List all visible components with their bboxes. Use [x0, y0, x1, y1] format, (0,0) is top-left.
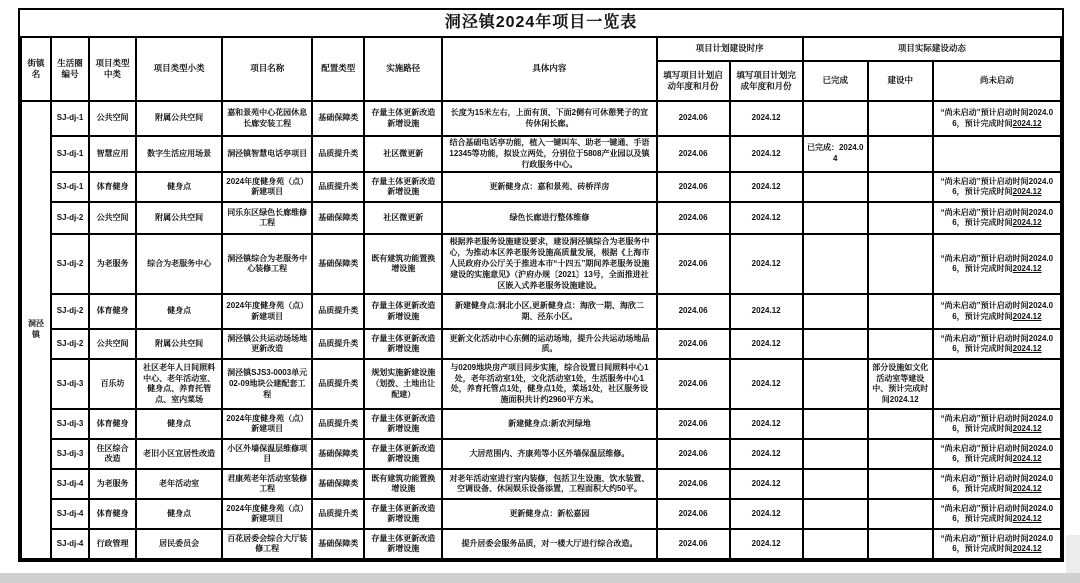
table-row	[21, 234, 1061, 294]
notstarted-finish-date: 2024.12	[1012, 544, 1042, 554]
status-done-cell	[803, 294, 868, 329]
notstarted-finish-date: 2024.12	[1012, 311, 1042, 321]
plan-start-cell: 2024.06	[657, 469, 730, 499]
project-name-cell: 2024年度健身苑（点）新建项目	[222, 294, 312, 329]
status-done-cell	[803, 529, 868, 559]
config-type-cell: 基础保障类	[312, 202, 364, 234]
header-plan-end: 填写项目计划完成年度和月份	[730, 61, 803, 101]
circle-code-cell: SJ-dj-2	[51, 329, 89, 359]
status-building-cell	[868, 234, 933, 294]
status-notstarted-cell: “尚未启动”预计启动时间2024.06，预计完成时间2024.12	[933, 202, 1061, 234]
project-name-cell: 洞泾镇智慧电话亭项目	[222, 136, 312, 172]
header-town: 街镇名	[21, 37, 51, 101]
circle-code-cell: SJ-dj-4	[51, 469, 89, 499]
notstarted-finish-date: 2024.12	[1012, 454, 1042, 464]
status-done-cell	[803, 359, 868, 409]
config-type-cell: 基础保障类	[312, 101, 364, 136]
status-building-cell	[868, 294, 933, 329]
plan-end-cell: 2024.12	[730, 172, 803, 202]
header-project-name: 项目名称	[222, 37, 312, 101]
status-done-cell	[803, 234, 868, 294]
plan-start-cell: 2024.06	[657, 294, 730, 329]
circle-code-cell: SJ-dj-1	[51, 136, 89, 172]
status-building-cell	[868, 172, 933, 202]
impl-path-cell: 既有建筑功能置换增设施	[364, 234, 442, 294]
type-mid-cell: 公共空间	[89, 202, 136, 234]
project-name-cell: 2024年度健身苑（点）新建项目	[222, 499, 312, 529]
table-row	[21, 469, 1061, 499]
header-impl-path: 实施路径	[364, 37, 442, 101]
project-name-cell: 小区外墙保温层维修项目	[222, 439, 312, 469]
type-mid-cell: 公共空间	[89, 101, 136, 136]
project-name-cell: 百花居委会综合大厅装修工程	[222, 529, 312, 559]
type-sub-cell: 社区老年人日间照料中心、老年活动室、健身点、养育托管点、室内菜场	[136, 359, 222, 409]
type-mid-cell: 智慧应用	[89, 136, 136, 172]
header-status-notstarted: 尚未启动	[933, 61, 1061, 101]
details-cell: 更新健身点：嘉和景苑、砖桥洋房	[442, 172, 656, 202]
table-row	[21, 359, 1061, 409]
plan-end-cell: 2024.12	[730, 499, 803, 529]
circle-code-cell: SJ-dj-4	[51, 499, 89, 529]
details-cell: 大居范围内、齐康苑等小区外墙保温层维修。	[442, 439, 656, 469]
status-done-cell	[803, 202, 868, 234]
status-building-cell	[868, 136, 933, 172]
status-notstarted-cell: “尚未启动”预计启动时间2024.06，预计完成时间2024.12	[933, 101, 1061, 136]
header-plan-start: 填写项目计划启动年度和月份	[657, 61, 730, 101]
table-row	[21, 172, 1061, 202]
type-mid-cell: 体育健身	[89, 172, 136, 202]
plan-end-cell: 2024.12	[730, 439, 803, 469]
details-cell: 与0209地块房产项目同步实施，综合设置日间照料中心1处，老年活动室1处，文化活动室1处，生活服务中心1处，养育托管点1处，健身点1处，菜场1处，社区服务设施面积共计约2960平方米。	[442, 359, 656, 409]
plan-end-cell: 2024.12	[730, 294, 803, 329]
type-sub-cell: 居民委员会	[136, 529, 222, 559]
plan-end-cell: 2024.12	[730, 469, 803, 499]
plan-end-cell: 2024.12	[730, 409, 803, 439]
table-row	[21, 136, 1061, 172]
details-cell: 提升居委会服务品质，对一楼大厅进行综合改造。	[442, 529, 656, 559]
town-name-cell: 洞泾镇	[21, 101, 51, 559]
config-type-cell: 基础保障类	[312, 439, 364, 469]
projects-table	[20, 36, 1062, 560]
plan-start-cell: 2024.06	[657, 529, 730, 559]
status-notstarted-cell	[933, 136, 1061, 172]
table-row	[21, 439, 1061, 469]
plan-end-cell: 2024.12	[730, 101, 803, 136]
type-sub-cell: 健身点	[136, 499, 222, 529]
table-row	[21, 329, 1061, 359]
table-row	[21, 202, 1061, 234]
type-sub-cell: 健身点	[136, 409, 222, 439]
table-row	[21, 529, 1061, 559]
status-building-cell	[868, 101, 933, 136]
status-notstarted-cell: “尚未启动”预计启动时间2024.06，预计完成时间2024.12	[933, 529, 1061, 559]
status-notstarted-cell: “尚未启动”预计启动时间2024.06，预计完成时间2024.12	[933, 329, 1061, 359]
plan-end-cell: 2024.12	[730, 136, 803, 172]
notstarted-finish-date: 2024.12	[1012, 218, 1042, 228]
plan-start-cell: 2024.06	[657, 359, 730, 409]
plan-start-cell: 2024.06	[657, 329, 730, 359]
page-right-edge	[1066, 535, 1080, 575]
status-notstarted-cell: “尚未启动”预计启动时间2024.06，预计完成时间2024.12	[933, 469, 1061, 499]
type-sub-cell: 综合为老服务中心	[136, 234, 222, 294]
project-name-cell: 嘉和景苑中心花园休息长廊安装工程	[222, 101, 312, 136]
type-mid-cell: 百乐坊	[89, 359, 136, 409]
impl-path-cell: 存量主体更新改造新增设施	[364, 294, 442, 329]
type-sub-cell: 附属公共空间	[136, 329, 222, 359]
impl-path-cell: 存量主体更新改造新增设施	[364, 172, 442, 202]
status-notstarted-cell: “尚未启动”预计启动时间2024.06，预计完成时间2024.12	[933, 409, 1061, 439]
table-body	[21, 101, 1061, 559]
status-notstarted-cell: “尚未启动”预计启动时间2024.06，预计完成时间2024.12	[933, 234, 1061, 294]
page-title: 洞泾镇2024年项目一览表	[444, 14, 638, 31]
status-done-cell	[803, 172, 868, 202]
header-status-group: 项目实际建设动态	[803, 37, 1061, 61]
type-mid-cell: 为老服务	[89, 234, 136, 294]
notstarted-finish-date: 2024.12	[1012, 424, 1042, 434]
status-building-cell	[868, 529, 933, 559]
circle-code-cell: SJ-dj-3	[51, 359, 89, 409]
circle-code-cell: SJ-dj-1	[51, 101, 89, 136]
impl-path-cell: 社区微更新	[364, 136, 442, 172]
details-cell: 更新文化活动中心东侧的运动场地，提升公共运动场地品质。	[442, 329, 656, 359]
status-building-cell	[868, 409, 933, 439]
status-done-cell	[803, 439, 868, 469]
plan-end-cell: 2024.12	[730, 529, 803, 559]
project-name-cell: 洞泾镇公共运动场场地更新改造	[222, 329, 312, 359]
details-cell: 长度为15米左右，上面有顶、下面2侧有可休憩凳子的宣传休闲长廊。	[442, 101, 656, 136]
table-row	[21, 409, 1061, 439]
impl-path-cell: 既有建筑功能置换增设施	[364, 469, 442, 499]
status-done-cell	[803, 409, 868, 439]
config-type-cell: 基础保障类	[312, 529, 364, 559]
notstarted-finish-date: 2024.12	[1012, 514, 1042, 524]
config-type-cell: 品质提升类	[312, 499, 364, 529]
status-building-cell: 部分设施如文化活动室等建设中、预计完成时间2024.12	[868, 359, 933, 409]
config-type-cell: 品质提升类	[312, 359, 364, 409]
status-notstarted-cell: “尚未启动”预计启动时间2024.06，预计完成时间2024.12	[933, 499, 1061, 529]
table-row	[21, 294, 1061, 329]
circle-code-cell: SJ-dj-2	[51, 294, 89, 329]
details-cell: 绿色长廊进行整体维修	[442, 202, 656, 234]
config-type-cell: 品质提升类	[312, 294, 364, 329]
page-bottom-edge	[0, 573, 1080, 583]
notstarted-finish-date: 2024.12	[1012, 187, 1042, 197]
header-type-mid: 项目类型中类	[89, 37, 136, 101]
header-type-sub: 项目类型小类	[136, 37, 222, 101]
impl-path-cell: 存量主体更新改造新增设施	[364, 329, 442, 359]
plan-start-cell: 2024.06	[657, 172, 730, 202]
config-type-cell: 基础保障类	[312, 234, 364, 294]
details-cell: 根据养老服务设施建设要求，建设洞泾镇综合为老服务中心，为推动本区养老服务设施高质量发展，根据《上海市人民政府办公厅关于推进本市“十四五”期间养老服务设施建设的实施意见》（沪府办规〔2021〕13号，全面推进社区嵌入式养老服务设施建设。	[442, 234, 656, 294]
document-frame	[18, 8, 1064, 562]
plan-start-cell: 2024.06	[657, 409, 730, 439]
plan-start-cell: 2024.06	[657, 136, 730, 172]
project-name-cell: 君康苑老年活动室装修工程	[222, 469, 312, 499]
status-building-cell	[868, 202, 933, 234]
header-status-done: 已完成	[803, 61, 868, 101]
impl-path-cell: 社区微更新	[364, 202, 442, 234]
circle-code-cell: SJ-dj-2	[51, 202, 89, 234]
circle-code-cell: SJ-dj-3	[51, 439, 89, 469]
status-building-cell	[868, 499, 933, 529]
config-type-cell: 品质提升类	[312, 409, 364, 439]
plan-start-cell: 2024.06	[657, 101, 730, 136]
notstarted-finish-date: 2024.12	[1012, 118, 1042, 128]
table-row	[21, 499, 1061, 529]
notstarted-finish-date: 2024.12	[1012, 344, 1042, 354]
type-sub-cell: 附属公共空间	[136, 101, 222, 136]
config-type-cell: 品质提升类	[312, 329, 364, 359]
circle-code-cell: SJ-dj-1	[51, 172, 89, 202]
header-plan-group: 项目计划建设时序	[657, 37, 803, 61]
project-name-cell: 同乐东区绿色长廊维修工程	[222, 202, 312, 234]
type-mid-cell: 公共空间	[89, 329, 136, 359]
type-mid-cell: 体育健身	[89, 294, 136, 329]
status-building-cell	[868, 329, 933, 359]
details-cell: 新建健身点:洞北小区,更新健身点：海欣一期、海欣二期、泾东小区。	[442, 294, 656, 329]
circle-code-cell: SJ-dj-4	[51, 529, 89, 559]
status-building-cell	[868, 439, 933, 469]
project-name-cell: 洞泾镇SJS3-0003单元02-09地块公建配套工程	[222, 359, 312, 409]
project-name-cell: 2024年度健身苑（点）新建项目	[222, 172, 312, 202]
plan-start-cell: 2024.06	[657, 439, 730, 469]
status-notstarted-cell: “尚未启动”预计启动时间2024.06，预计完成时间2024.12	[933, 294, 1061, 329]
status-notstarted-cell: “尚未启动”预计启动时间2024.06，预计完成时间2024.12	[933, 172, 1061, 202]
impl-path-cell: 存量主体更新改造新增设施	[364, 529, 442, 559]
project-name-cell: 2024年度健身苑（点）新建项目	[222, 409, 312, 439]
project-name-cell: 洞泾镇综合为老服务中心装修工程	[222, 234, 312, 294]
notstarted-finish-date: 2024.12	[1012, 264, 1042, 274]
type-sub-cell: 附属公共空间	[136, 202, 222, 234]
type-sub-cell: 老旧小区宜居性改造	[136, 439, 222, 469]
plan-start-cell: 2024.06	[657, 499, 730, 529]
table-header	[21, 37, 1061, 101]
type-mid-cell: 为老服务	[89, 469, 136, 499]
config-type-cell: 品质提升类	[312, 172, 364, 202]
plan-end-cell: 2024.12	[730, 202, 803, 234]
header-status-building: 建设中	[868, 61, 933, 101]
plan-start-cell: 2024.06	[657, 234, 730, 294]
header-config-type: 配置类型	[312, 37, 364, 101]
type-sub-cell: 健身点	[136, 294, 222, 329]
type-sub-cell: 数字生活应用场景	[136, 136, 222, 172]
type-mid-cell: 体育健身	[89, 499, 136, 529]
status-building-cell	[868, 469, 933, 499]
status-done-cell	[803, 329, 868, 359]
status-done-cell: 已完成：2024.04	[803, 136, 868, 172]
details-cell: 新建健身点:新农河绿地	[442, 409, 656, 439]
plan-end-cell: 2024.12	[730, 329, 803, 359]
config-type-cell: 基础保障类	[312, 469, 364, 499]
header-circle-code: 生活圈编号	[51, 37, 89, 101]
status-notstarted-cell	[933, 359, 1061, 409]
plan-start-cell: 2024.06	[657, 202, 730, 234]
details-cell: 对老年活动室进行室内装修，包括卫生设施、饮水装置、空调设备、休闲娱乐设备添置，工程面积大约50平。	[442, 469, 656, 499]
impl-path-cell: 存量主体更新改造新增设施	[364, 439, 442, 469]
plan-end-cell: 2024.12	[730, 234, 803, 294]
type-sub-cell: 健身点	[136, 172, 222, 202]
notstarted-finish-date: 2024.12	[1012, 484, 1042, 494]
config-type-cell: 品质提升类	[312, 136, 364, 172]
impl-path-cell: 规划实施新建设施（划拨、土地出让配建）	[364, 359, 442, 409]
impl-path-cell: 存量主体更新改造新增设施	[364, 409, 442, 439]
status-notstarted-cell: “尚未启动”预计启动时间2024.06，预计完成时间2024.12	[933, 439, 1061, 469]
type-mid-cell: 行政管理	[89, 529, 136, 559]
table-row	[21, 101, 1061, 136]
impl-path-cell: 存量主体更新改造新增设施	[364, 101, 442, 136]
type-mid-cell: 住区综合改造	[89, 439, 136, 469]
circle-code-cell: SJ-dj-2	[51, 234, 89, 294]
plan-end-cell: 2024.12	[730, 359, 803, 409]
header-details: 具体内容	[442, 37, 656, 101]
details-cell: 更新健身点：新松嘉园	[442, 499, 656, 529]
status-done-cell	[803, 499, 868, 529]
status-done-cell	[803, 101, 868, 136]
type-sub-cell: 老年活动室	[136, 469, 222, 499]
status-done-cell	[803, 469, 868, 499]
circle-code-cell: SJ-dj-3	[51, 409, 89, 439]
type-mid-cell: 体育健身	[89, 409, 136, 439]
details-cell: 结合基础电话亭功能，植入一键叫车、助老一键通、手语12345等功能，拟设立两处，分别位于5808产业园以及镇行政服务中心。	[442, 136, 656, 172]
impl-path-cell: 存量主体更新改造新增设施	[364, 499, 442, 529]
